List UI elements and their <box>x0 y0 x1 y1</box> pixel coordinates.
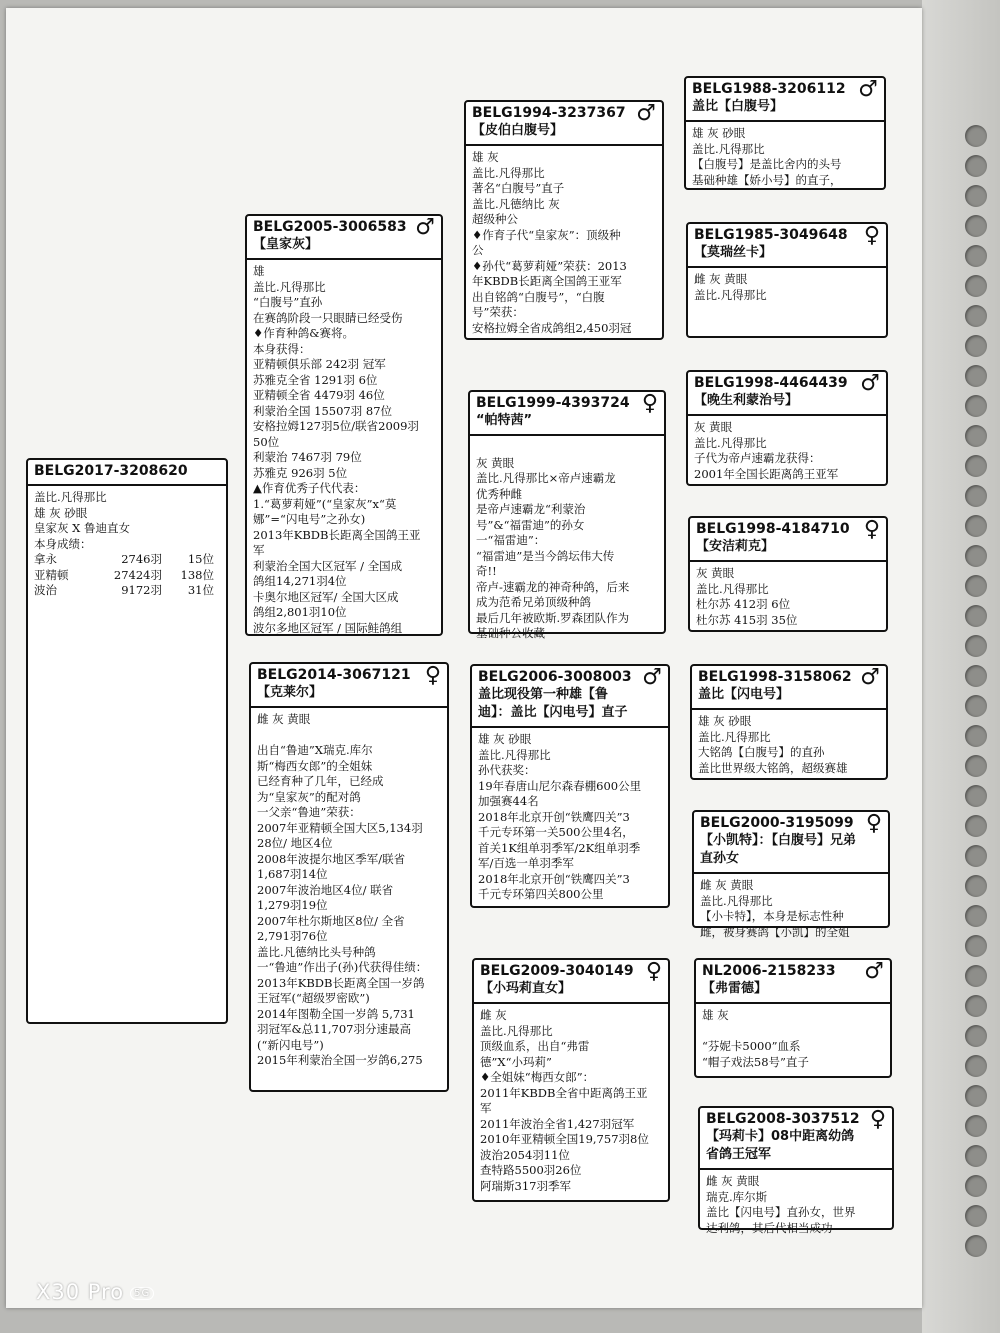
card-text-line: 查特路5500羽26位 <box>480 1163 582 1177</box>
card-text-line: 奇!! <box>476 564 497 578</box>
card-text-line: 羽冠军&总11,707羽分速最高 <box>257 1022 411 1036</box>
pedigree-card-g4-2 <box>686 222 888 338</box>
binder-hole <box>965 395 987 417</box>
card-body <box>686 122 884 192</box>
card-text-line: 军 <box>480 1101 492 1115</box>
card-text-line: 亚精顿俱乐部 242羽 冠军 <box>253 357 386 371</box>
binder-hole <box>965 305 987 327</box>
card-text-line: 盖比.凡得那比 <box>253 279 326 294</box>
card-text-line: 盖比【闪电号】直孙女，世界 <box>706 1205 856 1219</box>
card-text-line: 卡奥尔地区冠军/ 全国大区成 <box>253 589 399 604</box>
watermark-5g-badge: 5G <box>130 1287 154 1300</box>
pigeon-name: 【晚生利蒙治号】 <box>694 393 799 408</box>
card-text-line: 利蒙治 7467羽 79位 <box>253 450 362 464</box>
pedigree-card-dam <box>249 662 449 1092</box>
ring-number: BELG2014-3067121 <box>257 667 411 683</box>
card-header <box>688 224 886 268</box>
male-symbol-icon: ♂ <box>636 101 656 126</box>
binder-hole <box>965 335 987 357</box>
card-text-line: 灰 黄眼 <box>476 455 515 470</box>
result-birds: 9172羽 <box>121 583 162 597</box>
ring-number: BELG1985-3049648 <box>694 227 848 243</box>
ring-number: BELG2005-3006583 <box>253 219 407 235</box>
card-text-line: 出自“鲁迪”X瑞克.库尔 <box>257 743 373 757</box>
result-place: 138位 <box>180 567 214 582</box>
card-text-line: 大铭鸽【白腹号】的直孙 <box>698 745 825 759</box>
binder-hole <box>965 155 987 177</box>
card-body <box>694 874 888 944</box>
ring-number: BELG2006-3008003 <box>478 669 632 685</box>
card-lines <box>692 126 878 188</box>
card-text-line: 年KBDB长距离全国鸽王亚军 <box>472 274 622 288</box>
ring-number: BELG1998-4184710 <box>696 521 850 537</box>
card-header <box>251 664 447 708</box>
card-text-line: 斯“梅西女郎”的全姐妹 <box>257 758 373 773</box>
card-text-line: 安格拉姆全省成鸽组2,450羽冠 <box>472 320 632 335</box>
card-text-line: 盖比.凡得那比 <box>480 1023 553 1038</box>
pedigree-card-g4-7 <box>694 958 892 1078</box>
binder-hole <box>965 755 987 777</box>
card-header <box>696 960 890 1004</box>
binder-hole <box>965 455 987 477</box>
card-body <box>696 1004 890 1074</box>
pedigree-card-dam-dam <box>472 958 670 1202</box>
card-text-line: 瑞克.库尔斯 <box>706 1189 768 1204</box>
binder-hole <box>965 845 987 867</box>
binder-hole <box>965 1085 987 1107</box>
card-text-line: 军 <box>253 543 265 557</box>
card-text-line: 安格拉姆127羽5位/联省2009羽 <box>253 419 419 433</box>
pigeon-name: 【克莱尔】 <box>257 685 323 700</box>
ring-number: BELG1998-3158062 <box>698 669 852 685</box>
ring-number: NL2006-2158233 <box>702 963 836 979</box>
binder-hole <box>965 485 987 507</box>
pigeon-name: 【安洁莉克】 <box>696 539 775 554</box>
card-lines <box>472 150 656 336</box>
card-text-line: 波尔多地区冠军 / 国际鲑鸽组 <box>253 620 403 635</box>
male-symbol-icon: ♂ <box>860 665 880 690</box>
female-symbol-icon: ♀ <box>645 959 662 984</box>
card-lines <box>476 440 658 642</box>
card-lines <box>34 490 220 552</box>
ring-number: BELG2017-3208620 <box>34 463 188 479</box>
card-text-line: 雄 灰 <box>702 1008 729 1022</box>
pigeon-name: 【小玛莉直女】 <box>480 981 572 996</box>
pigeon-name: 【皇家灰】 <box>253 237 319 252</box>
pigeon-name: 盖比【闪电号】 <box>698 687 790 702</box>
binder-hole <box>965 1235 987 1257</box>
card-text-line: 盖比.凡得那比 <box>698 729 771 744</box>
card-lines <box>694 420 880 482</box>
card-text-line: 2018年北京开创“铁鹰四关”3 <box>478 809 630 824</box>
card-text-line: 1,687羽14位 <box>257 867 328 881</box>
card-text-line: 雄 灰 砂眼 <box>34 505 88 520</box>
card-lines <box>480 1008 662 1194</box>
result-birds: 2746羽 <box>121 552 162 566</box>
binder-hole <box>965 665 987 687</box>
binder-hole <box>965 995 987 1017</box>
card-text-line: 19年春唐山尼尔森春棚600公里 <box>478 778 642 793</box>
card-text-line: 达利鸽，其后代相当成功 <box>706 1220 833 1235</box>
card-text-line: 在赛鸽阶段一只眼睛已经受伤 <box>253 310 403 325</box>
result-race: 拿永 <box>34 552 57 566</box>
card-text-line: 2007年波治地区4位/ 联省 <box>257 882 394 897</box>
card-text-line: 盖比.凡得那比 <box>478 747 551 762</box>
card-text-line: 超级种公 <box>472 212 518 226</box>
binder-hole <box>965 1055 987 1077</box>
card-text-line: 2007年亚精顿全国大区5,134羽 <box>257 820 423 835</box>
card-text-line: 顶级血系，出自“弗雷 <box>480 1039 590 1053</box>
ring-number: BELG1999-4393724 <box>476 395 630 411</box>
card-text-line: 盖比.凡得那比 <box>34 490 107 504</box>
card-header <box>692 666 886 710</box>
results-table <box>34 552 220 599</box>
card-text-line: 著名“白腹号”直子 <box>472 181 565 195</box>
result-race: 亚精顿 <box>34 567 69 582</box>
result-row <box>34 552 220 568</box>
card-text-line: 雌，被身赛鸽【小凯】的全姐 <box>700 924 850 939</box>
pedigree-card-g4-5 <box>690 664 888 780</box>
card-text-line: 盖比.凡得那比 <box>694 287 767 302</box>
card-text-line: 【小卡特】，本身是标志性种 <box>700 909 844 923</box>
female-symbol-icon: ♀ <box>869 1107 886 1132</box>
card-text-line: 50位 <box>253 434 280 449</box>
card-text-line: 皇家灰 X 鲁迪直女 <box>34 521 130 535</box>
pigeon-name: 盖比现役第一种雄【鲁迪】：盖比【闪电号】直子 <box>478 687 628 720</box>
card-lines <box>706 1174 886 1236</box>
card-lines <box>257 712 441 1069</box>
card-text-line: “芬妮卡5000”血系 <box>702 1039 801 1053</box>
pedigree-card-g4-8 <box>698 1106 894 1235</box>
binder-hole <box>965 275 987 297</box>
pigeon-name: 【弗雷德】 <box>702 981 768 996</box>
card-text-line: 一“福雷迪”： <box>476 533 546 547</box>
binder-hole <box>965 1205 987 1227</box>
binder-hole <box>965 725 987 747</box>
binder-hole <box>965 605 987 627</box>
card-text-line: 已经育种了几年，已经成 <box>257 774 384 788</box>
card-text-line: 雌 灰 <box>480 1008 507 1022</box>
card-header <box>466 102 662 146</box>
card-text-line: 王冠军(“超级罗密欧”) <box>257 991 370 1005</box>
card-text-line: 2,791羽76位 <box>257 929 328 943</box>
card-text-line: 利蒙治全国 15507羽 87位 <box>253 403 393 418</box>
result-birds: 27424羽 <box>113 567 162 582</box>
ring-number: BELG1988-3206112 <box>692 81 846 97</box>
male-symbol-icon: ♂ <box>415 215 435 240</box>
male-symbol-icon: ♂ <box>864 959 884 984</box>
card-body <box>472 728 668 907</box>
card-text-line: 本身成绩： <box>34 536 92 551</box>
card-lines <box>478 732 662 903</box>
pigeon-name: 盖比【白腹号】 <box>692 99 784 114</box>
pedigree-card-sire-dam <box>468 390 666 640</box>
card-text-line: 出自铭鸽“白腹号”，“白腹 <box>472 289 605 304</box>
pigeon-name: 【玛莉卡】08中距离幼鸽省鸽王冠军 <box>706 1129 855 1162</box>
pedigree-card-g4-3 <box>686 370 888 486</box>
card-text-line: “帽子戏法58号”直子 <box>702 1054 809 1069</box>
result-row <box>34 568 220 584</box>
card-text-line: 首关1K组单羽季军/2K组单羽季 <box>478 840 641 855</box>
card-body <box>700 1170 892 1240</box>
card-lines <box>696 566 880 628</box>
card-body <box>251 708 447 1073</box>
card-body <box>466 146 662 340</box>
card-text-line: 雄 灰 砂眼 <box>698 714 752 728</box>
card-text-line: 最后几年被欧斯.罗森团队作为 <box>476 610 630 625</box>
binder-hole <box>965 785 987 807</box>
card-text-line: ♦作育子代“皇家灰”：顶级种 <box>472 227 621 242</box>
card-header <box>28 460 226 486</box>
pigeon-name: “帕特茜” <box>476 413 533 428</box>
female-symbol-icon: ♀ <box>641 391 658 416</box>
card-text-line: 杜尔苏 412羽 6位 <box>696 597 791 611</box>
card-text-line: 盖比.凡德纳比头号种鸽 <box>257 944 376 959</box>
card-text-line: 盖比.凡得那比 <box>692 141 765 156</box>
binder-hole <box>965 125 987 147</box>
card-text-line: 苏雅克 926羽 5位 <box>253 465 348 480</box>
card-text-line: 号”荣获： <box>472 305 524 319</box>
card-text-line: 2011年KBDB全省中距离鸽王亚 <box>480 1085 648 1100</box>
card-text-line: 2018年北京开创“铁鹰四关”3 <box>478 871 630 886</box>
result-place: 15位 <box>187 552 214 566</box>
card-body <box>690 562 886 632</box>
card-text-line: “福雷迪”是当今鸽坛伟大传 <box>476 548 615 563</box>
card-text-line: 成为范希兄弟顶级种鸽 <box>476 595 591 609</box>
binder-hole <box>965 365 987 387</box>
card-body <box>28 486 226 603</box>
card-text-line: 利蒙治全国大区冠军 / 全国成 <box>253 558 403 573</box>
card-text-line: 千元专环第一关500公里4名， <box>478 825 634 839</box>
card-text-line: ♦全姐妹“梅西女郎”： <box>480 1070 595 1084</box>
result-row <box>34 583 220 599</box>
card-text-line: 加强赛44名 <box>478 794 539 808</box>
binder-hole <box>965 215 987 237</box>
binder-hole <box>965 515 987 537</box>
card-lines <box>702 1008 884 1070</box>
card-text-line: 28位/ 地区4位 <box>257 836 333 850</box>
card-text-line <box>257 728 441 744</box>
binder-hole <box>965 935 987 957</box>
card-text-line: 2011年波治全省1,427羽冠军 <box>480 1116 635 1131</box>
binder-hole <box>965 245 987 267</box>
female-symbol-icon: ♀ <box>424 663 441 688</box>
card-text-line: 盖比.凡得那比 <box>700 893 773 908</box>
card-text-line: 子代为帝卢速霸龙获得： <box>694 451 821 465</box>
card-text-line: 2001年全国长距离鸽王亚军 <box>694 466 839 481</box>
pedigree-card-subject <box>26 458 228 1024</box>
binder-hole <box>965 1025 987 1047</box>
card-lines <box>700 878 882 940</box>
pedigree-card-g4-6 <box>692 810 890 939</box>
card-text-line: 一父亲“鲁迪”荣获： <box>257 805 361 819</box>
ring-number: BELG2009-3040149 <box>480 963 634 979</box>
card-text-line: 德”X“小玛莉” <box>480 1054 552 1069</box>
camera-watermark <box>36 1280 154 1304</box>
card-text-line <box>702 1024 884 1040</box>
binder-hole <box>965 545 987 567</box>
card-text-line: 盖比.凡得那比×帝卢速霸龙 <box>476 471 616 485</box>
card-text-line: 娜”=“闪电号”之孙女) <box>253 512 366 526</box>
binder-hole <box>965 875 987 897</box>
card-text-line: 1.“葛萝莉娅”(“皇家灰”x“莫 <box>253 496 397 511</box>
card-text-line: 基础种公收藏 <box>476 626 545 640</box>
card-text-line: 雌 灰 黄眼 <box>257 712 311 726</box>
card-text-line: 雄 灰 砂眼 <box>478 732 532 746</box>
card-text-line: 盖比.凡德纳比 灰 <box>472 196 560 211</box>
binder-hole <box>965 185 987 207</box>
ring-number: BELG2000-3195099 <box>700 815 854 831</box>
card-text-line: 雌 灰 黄眼 <box>700 878 754 892</box>
male-symbol-icon: ♂ <box>860 371 880 396</box>
card-text-line: 杜尔苏 415羽 35位 <box>696 612 798 627</box>
card-text-line: 帝卢-速霸龙的神奇种鸽，后来 <box>476 579 630 594</box>
card-text-line: 灰 黄眼 <box>696 566 735 580</box>
card-text-line: 基础种雄【娇小号】的直子， <box>692 172 842 187</box>
card-text-line: 盖比.凡得那比 <box>696 581 769 596</box>
card-body <box>470 436 664 646</box>
card-text-line: 亚精顿全省 4479羽 46位 <box>253 388 385 402</box>
card-text-line: 2014年图勒全国一岁鸽 5,731 <box>257 1006 415 1021</box>
card-lines <box>698 714 880 776</box>
pigeon-name: 【皮伯白腹号】 <box>472 123 564 138</box>
pigeon-name: 【小凯特】：【白腹号】兄弟直孙女 <box>700 833 857 866</box>
card-text-line: 【白腹号】是盖比舍内的头号 <box>692 157 842 171</box>
female-symbol-icon: ♀ <box>865 811 882 836</box>
watermark-device: X30 Pro <box>36 1280 125 1304</box>
card-text-line: ♦作育种鸽&赛将。 <box>253 326 355 340</box>
card-header <box>688 372 886 416</box>
card-header <box>700 1108 892 1170</box>
sheet-protector <box>922 0 1000 1333</box>
card-text-line: 苏雅克全省 1291羽 6位 <box>253 372 378 387</box>
card-body <box>247 260 441 640</box>
female-symbol-icon: ♀ <box>863 223 880 248</box>
ring-number: BELG1998-4464439 <box>694 375 848 391</box>
card-text-line: 盖比世界级大铭鸽，超级赛雄 <box>698 760 848 775</box>
female-symbol-icon: ♀ <box>863 517 880 542</box>
card-text-line: 盖比.凡得那比 <box>472 165 545 180</box>
card-text-line: 优秀种雌 <box>476 486 522 501</box>
card-text-line <box>476 440 658 456</box>
card-text-line: 2013年KBDB长距离全国一岁鸽 <box>257 975 425 990</box>
pedigree-card-dam-sire <box>470 664 670 908</box>
card-lines <box>694 272 880 303</box>
male-symbol-icon: ♂ <box>642 665 662 690</box>
card-header <box>686 78 884 122</box>
card-text-line: 本身获得： <box>253 341 311 356</box>
card-header <box>474 960 668 1004</box>
card-text-line: 雌 灰 黄眼 <box>706 1174 760 1188</box>
card-text-line: 2013年KBDB长距离全国鸽王亚 <box>253 527 421 542</box>
card-body <box>692 710 886 780</box>
card-text-line: ▲作育优秀子代代表： <box>253 481 366 495</box>
card-header <box>470 392 664 436</box>
card-text-line: 公 <box>472 243 484 257</box>
binder-hole <box>965 425 987 447</box>
binder-hole <box>965 635 987 657</box>
card-text-line: 1,279羽19位 <box>257 898 328 912</box>
card-header <box>690 518 886 562</box>
card-lines <box>253 264 435 636</box>
pedigree-card-g4-4 <box>688 516 888 632</box>
card-text-line: 阿瑞斯317羽季军 <box>480 1178 571 1193</box>
card-text-line: 千元专环第四关800公里 <box>478 887 604 901</box>
pigeon-name: 【莫瑞丝卡】 <box>694 245 773 260</box>
card-text-line: 2010年亚精顿全国19,757羽8位 <box>480 1132 649 1146</box>
pedigree-card-g4-1 <box>684 76 886 190</box>
card-text-line: 雌 灰 黄眼 <box>694 272 748 286</box>
card-header <box>247 216 441 260</box>
card-text-line: 为“皇家灰”的配对鸽 <box>257 789 361 804</box>
ring-number: BELG1994-3237367 <box>472 105 626 121</box>
card-text-line: 是帝卢速霸龙“利蒙治 <box>476 502 586 516</box>
card-text-line: 鸽组2,801羽10位 <box>253 605 347 619</box>
card-text-line: 2007年杜尔斯地区8位/ 全省 <box>257 913 405 928</box>
card-text-line: 鸽组14,271羽4位 <box>253 574 347 588</box>
binder-hole <box>965 575 987 597</box>
card-text-line: 军/百选一单羽季军 <box>478 856 574 870</box>
card-text-line: ♦孙代“葛萝莉娅”荣获：2013 <box>472 258 627 273</box>
card-text-line: 2008年波提尔地区季军/联省 <box>257 851 406 866</box>
card-body <box>688 268 886 307</box>
binder-hole <box>965 1175 987 1197</box>
card-text-line: 盖比.凡得那比 <box>694 435 767 450</box>
card-text-line: (“新闪电号”) <box>257 1037 324 1052</box>
card-body <box>474 1004 668 1198</box>
card-text-line: 孙代获奖： <box>478 763 536 777</box>
pedigree-card-sire <box>245 214 443 636</box>
card-header <box>694 812 888 874</box>
card-text-line: 雄 灰 <box>472 150 499 164</box>
male-symbol-icon: ♂ <box>858 77 878 102</box>
binder-hole <box>965 695 987 717</box>
card-text-line: “白腹号”直孙 <box>253 295 323 309</box>
binder-hole <box>965 1115 987 1137</box>
binder-hole <box>965 905 987 927</box>
binder-hole <box>965 815 987 837</box>
card-header <box>472 666 668 728</box>
card-text-line: 雄 灰 砂眼 <box>692 126 746 140</box>
card-text-line: 波治2054羽11位 <box>480 1147 570 1162</box>
card-text-line: 雄 <box>253 264 265 278</box>
card-text-line: 灰 黄眼 <box>694 420 733 434</box>
binder-hole <box>965 965 987 987</box>
card-body <box>688 416 886 486</box>
card-text-line: 2015年利蒙治全国一岁鸽6,275 <box>257 1053 423 1067</box>
ring-number: BELG2008-3037512 <box>706 1111 860 1127</box>
result-place: 31位 <box>187 583 214 597</box>
binder-hole <box>965 1145 987 1167</box>
card-text-line: 号”&“福雷迪”的孙女 <box>476 517 585 532</box>
card-text-line: 一“鲁迪”作出子(孙)代获得佳绩： <box>257 960 428 974</box>
result-race: 波治 <box>34 583 57 597</box>
pedigree-card-sire-sire <box>464 100 664 340</box>
